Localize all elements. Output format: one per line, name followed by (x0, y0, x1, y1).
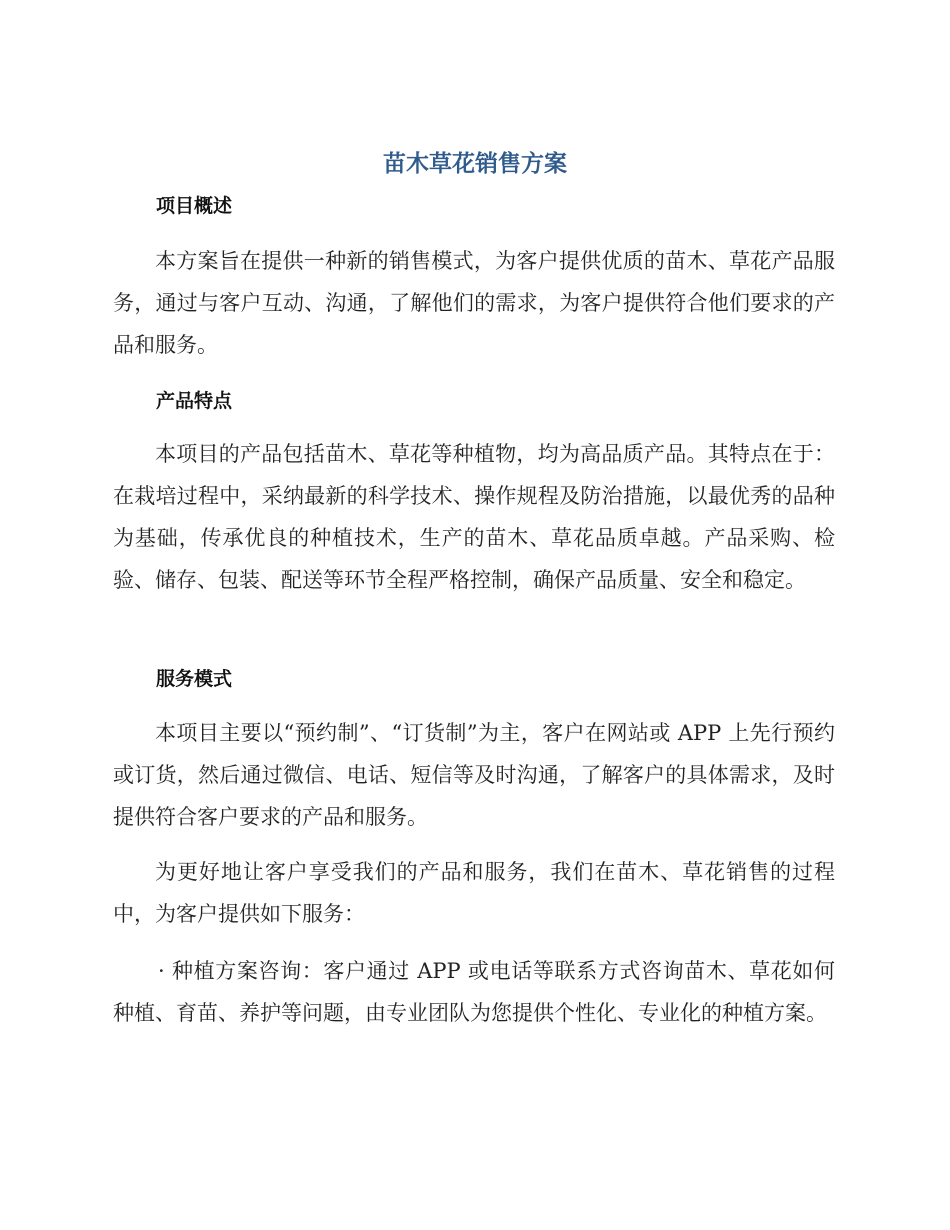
paragraph-service-mode: 本项目主要以“预约制”、“订货制”为主，客户在网站或 APP 上先行预约或订货，然后通过微信、电话、短信等及时沟通，了解客户的具体需求，及时提供符合客户要求的产品和服务。 (113, 721, 835, 829)
paragraph-overview: 本方案旨在提供一种新的销售模式，为客户提供优质的苗木、草花产品服务，通过与客户互动、沟通，了解他们的需求，为客户提供符合他们要求的产品和服务。 (113, 249, 835, 357)
section-heading-features: 产品特点 (156, 390, 233, 412)
document-title: 苗木草花销售方案 (383, 151, 567, 177)
section-heading-overview: 项目概述 (156, 195, 233, 217)
section-heading-service: 服务模式 (156, 668, 233, 690)
paragraph-features: 本项目的产品包括苗木、草花等种植物，均为高品质产品。其特点在于：在栽培过程中，采纳最新的科学技术、操作规程及防治措施，以最优秀的品种为基础，传承优良的种植技术，生产的苗木、草花品质卓越。产品采购、检验、储存、包装、配送等环节全程严格控制，确保产品质量、安全和稳定。 (113, 442, 835, 592)
paragraph-service-intro: 为更好地让客户享受我们的产品和服务，我们在苗木、草花销售的过程中，为客户提供如下服务： (113, 860, 835, 926)
bullet-planting-consultation: · 种植方案咨询：客户通过 APP 或电话等联系方式咨询苗木、草花如何种植、育苗、养护等问题，由专业团队为您提供个性化、专业化的种植方案。 (113, 959, 835, 1025)
